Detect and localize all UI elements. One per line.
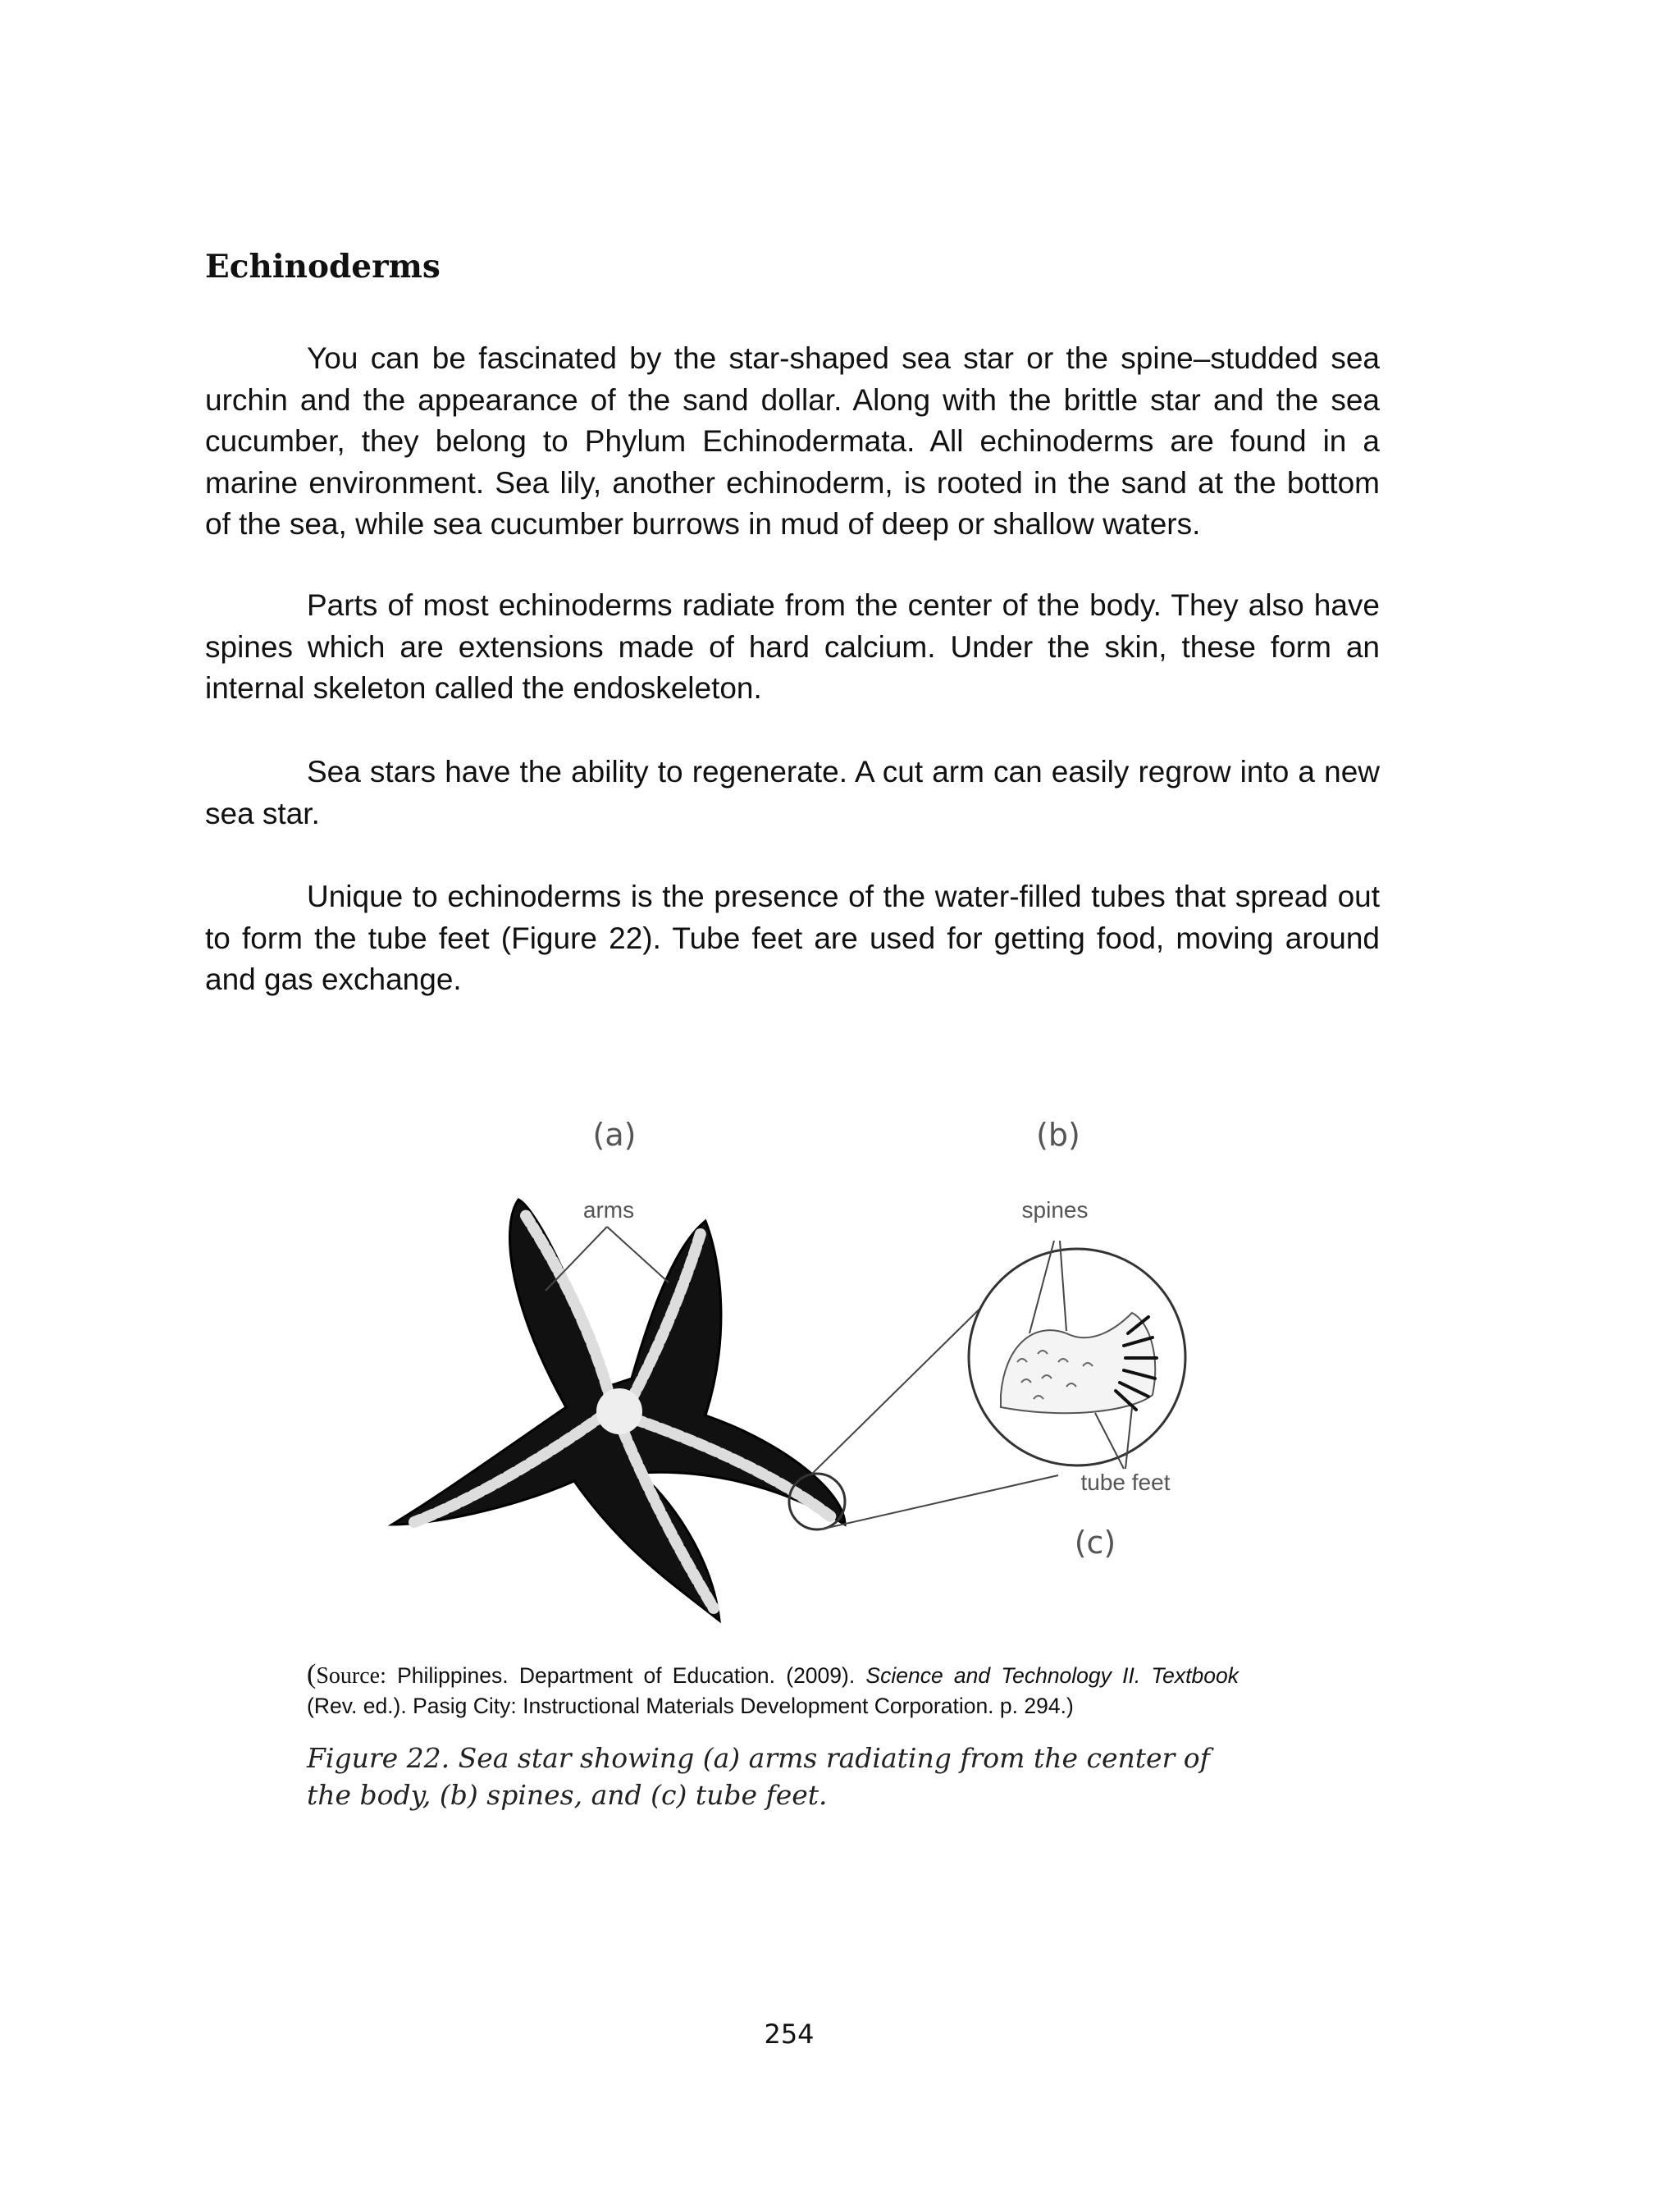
paragraph-2: Parts of most echinoderms radiate from the center of the body. They also have spines which are extensions made of hard calcium. Under the skin, these form an internal skeleton called the endoskeleton. — [205, 588, 1380, 705]
source-open-paren: ( — [307, 1659, 317, 1689]
label-b: (b) — [1036, 1117, 1080, 1153]
section-heading: Echinoderms — [205, 248, 441, 286]
spines-label: spines — [1021, 1197, 1089, 1223]
source-title: Science and Technology II. Textbook — [865, 1663, 1239, 1688]
arms-pointer-right — [607, 1227, 669, 1282]
paragraph-4: Unique to echinoderms is the presence of the water-filled tubes that spread out to form the tube feet (Figure 22). Tube feet are used for getting food, moving around and gas exchange. — [205, 880, 1380, 996]
label-a: (a) — [592, 1117, 637, 1153]
arms-label: arms — [582, 1197, 635, 1223]
label-c: (c) — [1074, 1525, 1116, 1561]
paragraph-1: You can be fascinated by the star-shaped sea star or the spine–studded sea urchin and the appearance of the sand dollar. Along with the brittle star and the sea cucumber, they belong to Phylum Echinodermata. All echinoderms are found in a marine environment. Sea lily, another echinoderm, is rooted in the sand at the bottom of the sea, while sea cucumber burrows in mud of deep or shallow waters. — [205, 341, 1380, 541]
source-text-2: (Rev. ed.). Pasig City: Instructional Materials Development Corporation. p. 294.) — [307, 1694, 1074, 1718]
sea-star-center — [596, 1388, 642, 1434]
source-text-1: Philippines. Department of Education. (2009). — [386, 1663, 866, 1688]
magnified-view — [969, 1241, 1185, 1469]
paragraph-3: Sea stars have the ability to regenerate. A cut arm can easily regrow into a new sea star. — [205, 755, 1380, 830]
connector-line-bottom — [820, 1475, 1058, 1529]
sea-star-illustration — [392, 1200, 845, 1621]
source-word: Source: — [316, 1663, 386, 1689]
figure-caption: Figure 22. Sea star showing (a) arms radiating from the center of the body, (b) spines, and (c) tube feet. — [307, 1742, 1210, 1811]
figure-source — [307, 1660, 1239, 1721]
page-number: 254 — [764, 2019, 815, 2050]
tube-feet-label: tube feet — [1080, 1470, 1171, 1495]
